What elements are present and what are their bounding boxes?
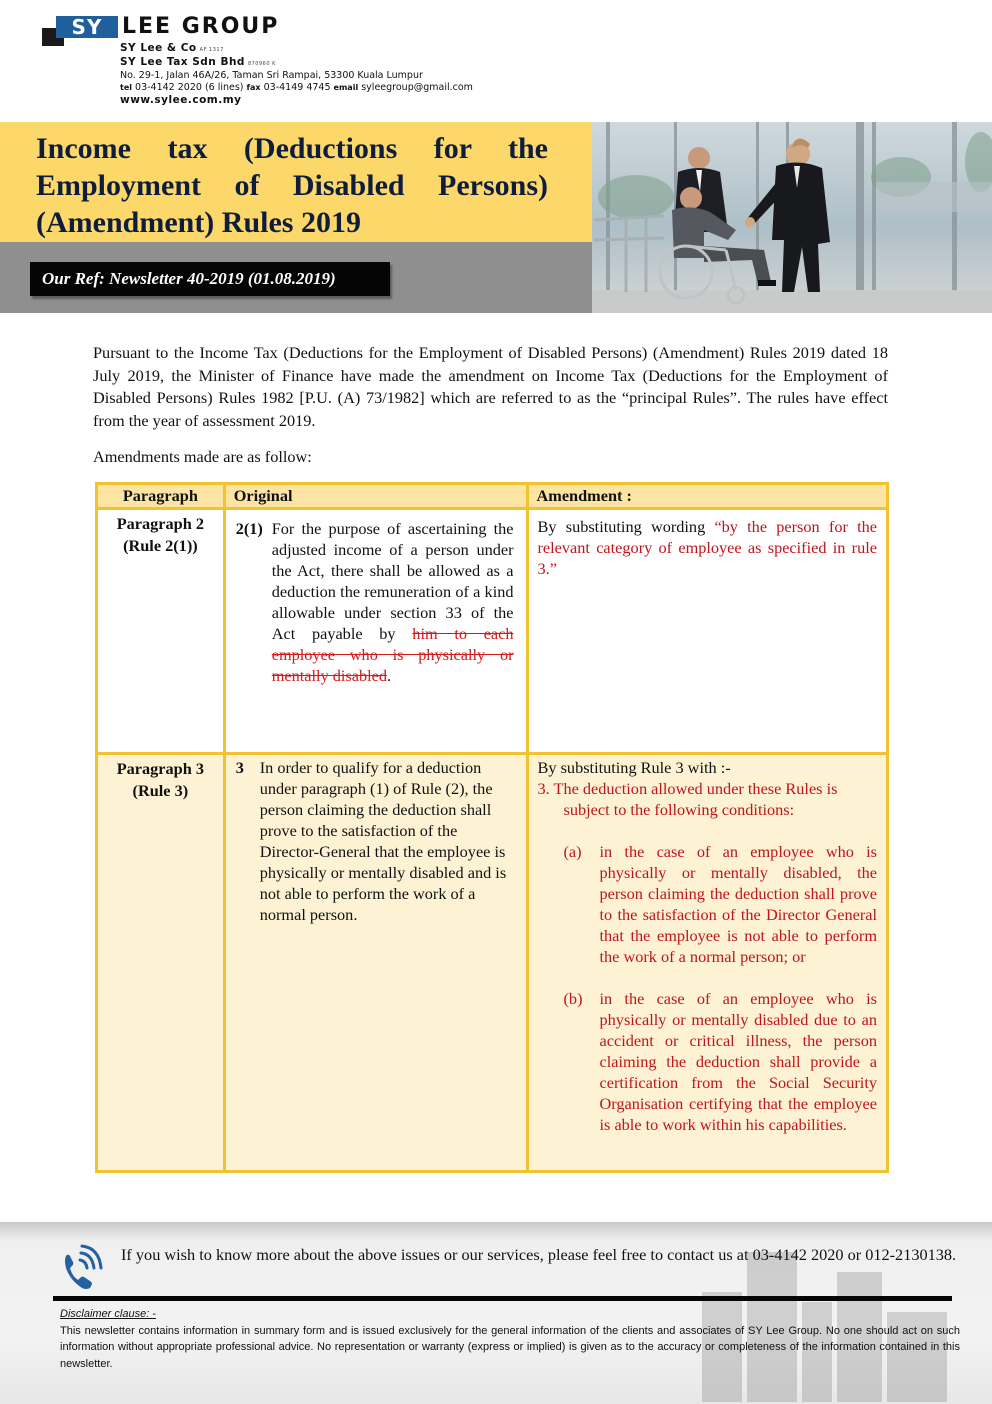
disclaimer-body: This newsletter contains information in summary form and is issued exclusively for the general information of the clients and associates of SY Lee Group. No one should act on such information without appropriate professional advice. No representation or warranty (express or implied) is given as to the accuracy or completeness of the information contained in this newsletter. (60, 1324, 960, 1370)
phone-icon (58, 1244, 106, 1292)
banner-photo (586, 122, 992, 313)
paragraph-cell (97, 754, 225, 1172)
amendment-lead: By substituting Rule 3 with :- (537, 758, 731, 777)
website-link[interactable]: www.sylee.com.my (120, 94, 242, 106)
clause-number: 2(1) (235, 519, 263, 538)
footer-divider (53, 1296, 952, 1301)
condition-text: in the case of an employee who is physically or mentally disabled due to an accident or critical illness, the person claiming the deduction shall provide a certification from the Social Security Organisation certifying that the employee is able to work within his capabilities. (599, 989, 877, 1134)
firm1-text: SY Lee & Co (120, 42, 197, 54)
tel-value: 03-4142 2020 (6 lines) (135, 82, 244, 93)
table-row (97, 509, 888, 754)
amendments-lead: Amendments made are as follow: (93, 447, 312, 466)
amendment-lead: By substituting wording (537, 517, 715, 536)
company-details (120, 42, 473, 106)
email-label: email (333, 83, 359, 92)
fax-value: 03-4149 4745 (263, 82, 331, 93)
logo-initials: SY (56, 16, 118, 38)
intro-paragraph: Pursuant to the Income Tax (Deductions for the Employment of Disabled Persons) (Amendment) Rules 2019 dated 18 July 2019, the Minister of Finance have made the amendment on Income Tax (Deductions for the Employment of Disabled Persons) Rules 1982 [P.U. (A) 73/1982] which are referred to as the “principal Rules”. The rules have effect from the year of assessment 2019. (93, 343, 888, 430)
amendment-cell (527, 754, 887, 1172)
condition-label: (a) (563, 842, 582, 861)
disclaimer-title: Disclaimer clause: - (60, 1308, 156, 1320)
amendment-new-wording: “by the person for the relevant category of employee as specified in rule 3.” (537, 517, 877, 578)
page-title: Income tax (Deductions for the Employment of Disabled Persons) (Amendment) Rules 2019 (36, 132, 548, 239)
rule-label: (Rule 2(1)) (123, 535, 198, 555)
firm2-registration: 870960 K (247, 61, 276, 67)
condition-text: in the case of an employee who is physically or mentally disabled, the person claiming the deduction shall prove to the satisfaction of the Director General that the employee is not able to perform the work of a normal person; or (599, 842, 877, 966)
wheelchair-handshake-illustration (586, 122, 992, 313)
header-amendment: Amendment : (527, 484, 887, 509)
firm1-registration: AF 1317 (199, 47, 224, 53)
clause-end: . (387, 666, 392, 685)
disclaimer (60, 1306, 960, 1372)
table-row (97, 754, 888, 1172)
company-name: LEE GROUP (122, 14, 280, 39)
original-clause (236, 518, 514, 686)
photo-edge-yellow (586, 122, 592, 242)
company-contact-line (120, 82, 473, 94)
clause-text (272, 518, 514, 686)
paragraph-label: Paragraph 3 (116, 759, 204, 778)
firm-name-2 (120, 56, 473, 70)
amendments-table (95, 482, 889, 1173)
condition-label: (b) (563, 989, 583, 1008)
clause-text: In order to qualify for a deduction under paragraph (1) of Rule (2), the person claiming the deduction shall prove to the satisfaction of the Director-General that the employee is physically or mentally disabled and is not able to perform the work of a normal person. (259, 758, 507, 924)
condition-a (538, 841, 877, 967)
email-link[interactable]: syleegroup@gmail.com (361, 82, 473, 93)
amendment-cell (527, 509, 887, 754)
tel-label: tel (120, 83, 132, 92)
contact-section (0, 1242, 992, 1298)
photo-edge-grey (586, 242, 592, 313)
original-cell (224, 509, 527, 754)
fax-label: fax (246, 83, 261, 92)
footer (0, 1222, 992, 1404)
header-original: Original (224, 484, 527, 509)
paragraph-cell (97, 509, 225, 754)
banner-title-panel (0, 122, 586, 242)
condition-b (538, 988, 877, 1135)
paragraph-label: Paragraph 2 (116, 514, 204, 533)
rule-label: (Rule 3) (132, 780, 189, 800)
original-cell (224, 754, 527, 1172)
deleted-text: him to each employee who is physically or mentally disabled (271, 624, 514, 685)
clause-body: For the purpose of ascertaining the adjusted income of a person under the Act, there shall be allowed as a deduction the remuneration of a kind allowable under section 33 of the Act payable by (271, 519, 514, 643)
contact-text: If you wish to know more about the above issues or our services, please feel free to contact us at 03-4142 2020 or 012-2130138. (121, 1245, 957, 1264)
original-clause (236, 757, 514, 925)
company-address: No. 29-1, Jalan 46A/26, Taman Sri Rampai, 53300 Kuala Lumpur (120, 70, 423, 81)
letterhead (40, 14, 560, 110)
clause-number: 3 (235, 758, 244, 777)
firm2-text: SY Lee Tax Sdn Bhd (120, 56, 245, 68)
title-banner (0, 122, 992, 313)
newsletter-reference: Our Ref: Newsletter 40-2019 (01.08.2019) (30, 262, 390, 296)
amendment-rule: 3. The deduction allowed under these Rules is subject to the following conditions: (537, 779, 838, 819)
firm-name-1 (120, 42, 473, 56)
table-header-row (97, 484, 888, 509)
banner-ref-panel (0, 242, 586, 313)
company-logo (40, 14, 120, 48)
header-paragraph: Paragraph (97, 484, 225, 509)
